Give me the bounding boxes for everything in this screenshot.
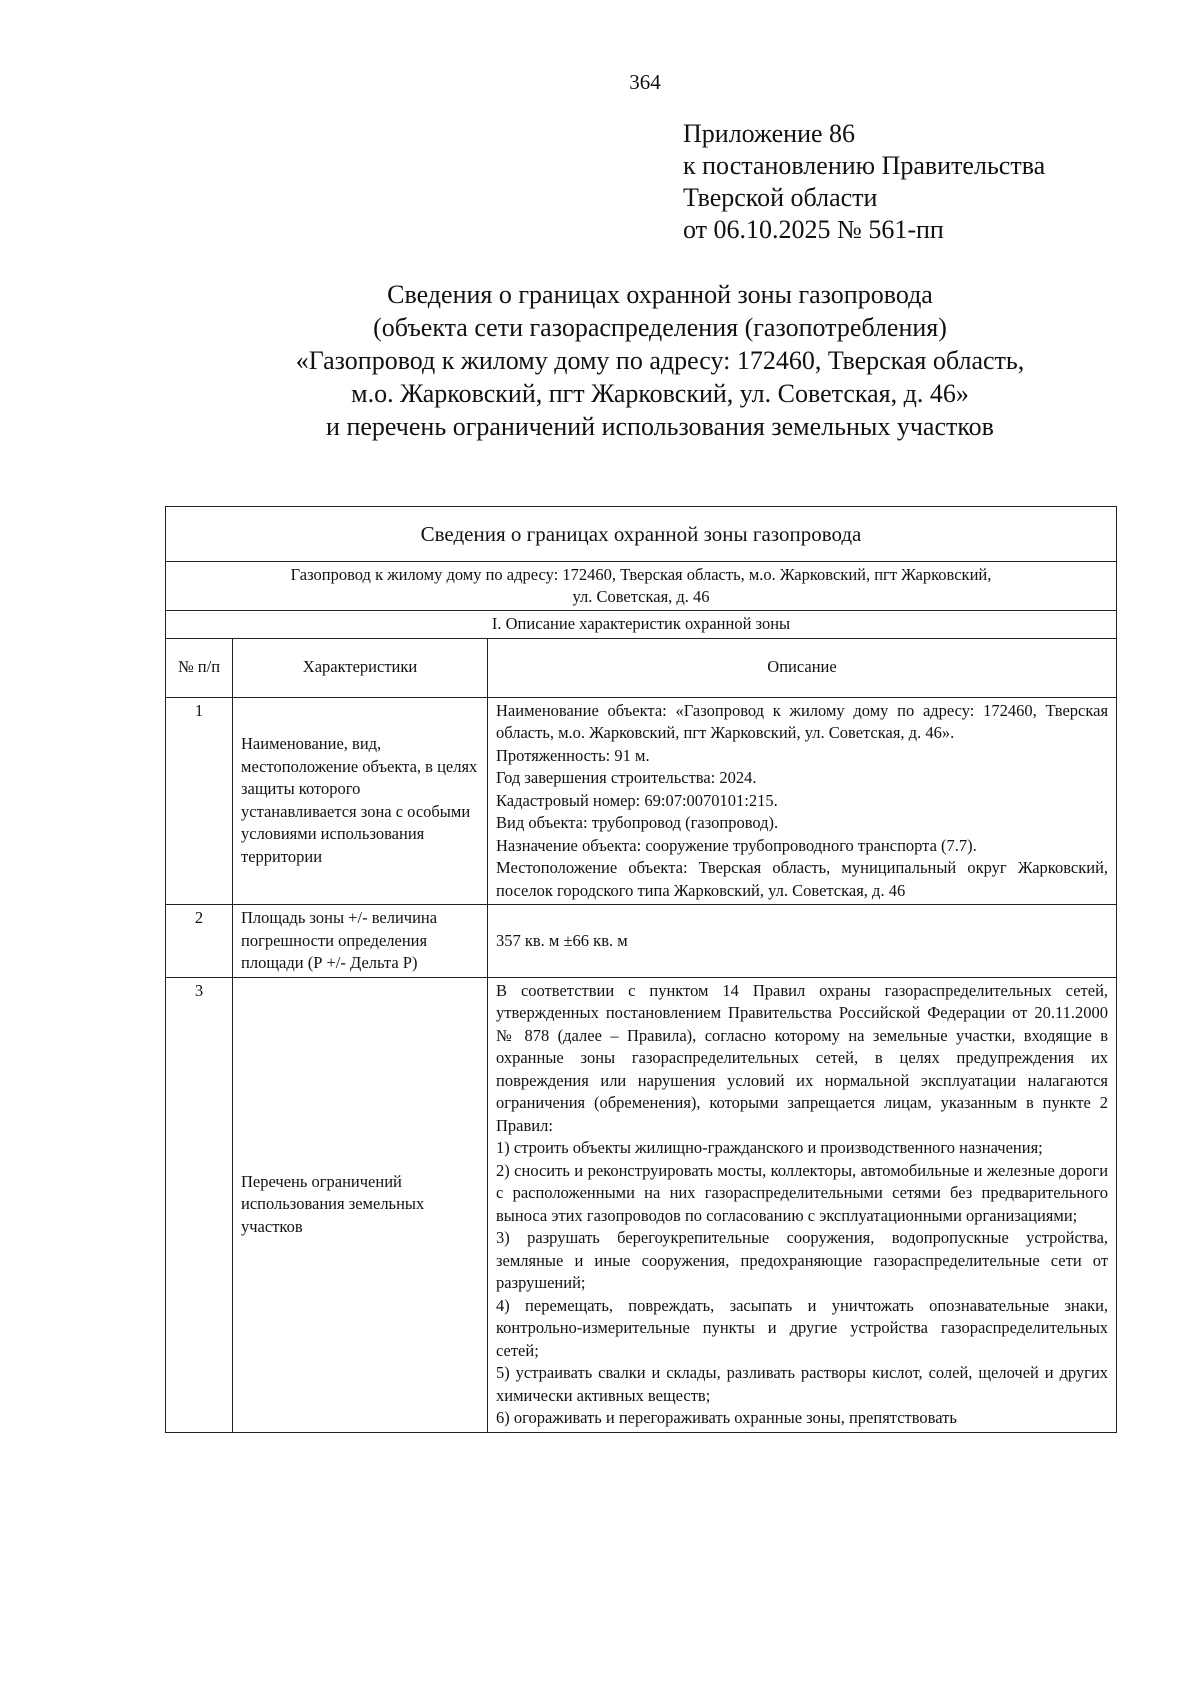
description-paragraph: Наименование объекта: «Газопровод к жилому дому по адресу: 172460, Тверская область, м.о. Жарковский, пгт Жарковский, ул. Советская, д. 46».	[496, 700, 1109, 742]
appendix-line: Приложение 86	[683, 119, 856, 148]
appendix-line: от 06.10.2025 № 561-пп	[683, 215, 944, 244]
table-row	[166, 905, 1117, 978]
table-section-title: I. Описание характеристик охранной зоны	[166, 611, 1117, 639]
description-paragraph: 4) перемещать, повреждать, засыпать и уничтожать опознавательные знаки, контрольно-измерительные пункты и другие устройства газораспределительных сетей;	[496, 1295, 1109, 1360]
description-paragraph: Кадастровый номер: 69:07:0070101:215.	[496, 790, 778, 810]
table-heading-row	[166, 507, 1117, 562]
appendix-line: к постановлению Правительства	[683, 151, 1046, 180]
appendix-line: Тверской области	[683, 183, 878, 212]
title-line: (объекта сети газораспределения (газопотребления)	[373, 313, 947, 342]
appendix-block	[683, 118, 1045, 246]
column-header-number: № п/п	[166, 638, 233, 697]
column-header-characteristics: Характеристики	[233, 638, 488, 697]
description-paragraph: Вид объекта: трубопровод (газопровод).	[496, 813, 779, 832]
row-description	[488, 977, 1117, 1432]
description-paragraph: Местоположение объекта: Тверская область, муниципальный округ Жарковский, поселок городского типа Жарковский, ул. Советская, д. 46	[496, 858, 1109, 900]
title-line: и перечень ограничений использования земельных участков	[326, 412, 994, 441]
row-characteristic: Наименование, вид, местоположение объекта, в целях защиты которого устанавливается зона с особыми условиями использования территории	[233, 697, 488, 905]
table-object-row	[166, 562, 1117, 611]
row-characteristic: Перечень ограничений использования земельных участков	[233, 977, 488, 1432]
column-header-description: Описание	[488, 638, 1117, 697]
description-paragraph: Протяженность: 91 м.	[496, 745, 650, 765]
row-description	[488, 697, 1117, 905]
object-line: Газопровод к жилому дому по адресу: 172460, Тверская область, м.о. Жарковский, пгт Жарковский,	[290, 565, 992, 584]
description-paragraph: 3) разрушать берегоукрепительные сооружения, водопропускные устройства, земляные и иные сооружения, предохраняющие газораспределительные сети от разрушений;	[496, 1228, 1109, 1292]
page-number: 364	[629, 70, 661, 94]
row-number: 2	[166, 905, 233, 978]
table-row	[166, 977, 1117, 1432]
table-section-row	[166, 611, 1117, 639]
zone-info-table	[165, 506, 1117, 1433]
description-paragraph: 5) устраивать свалки и склады, разливать растворы кислот, солей, щелочей и других химически активных веществ;	[496, 1363, 1109, 1405]
row-number: 1	[166, 697, 233, 905]
description-paragraph: Назначение объекта: сооружение трубопроводного транспорта (7.7).	[496, 835, 977, 855]
description-paragraph: 357 кв. м ±66 кв. м	[496, 930, 628, 950]
row-description	[488, 905, 1117, 978]
table-row	[166, 697, 1117, 905]
row-characteristic: Площадь зоны +/- величина погрешности определения площади (Р +/- Дельта Р)	[233, 905, 488, 978]
title-line: м.о. Жарковский, пгт Жарковский, ул. Советская, д. 46»	[351, 379, 969, 408]
object-line: ул. Советская, д. 46	[572, 587, 710, 606]
table-object-name	[166, 562, 1117, 611]
document-title	[160, 278, 1160, 443]
description-paragraph: 6) огораживать и перегораживать охранные зоны, препятствовать	[496, 1408, 957, 1427]
description-paragraph: В соответствии с пунктом 14 Правил охраны газораспределительных сетей, утвержденных постановлением Правительства Российской Федерации от 20.11.2000 № 878 (далее – Правила), согласно которому на земельные участки, входящие в охранные зоны газораспределительных сетей, в целях предупреждения их повреждения или нарушения условий их нормальной эксплуатации налагаются ограничения (обременения), которыми запрещается лицам, указанным в пункте 2 Правил:	[496, 980, 1109, 1135]
table-column-header	[166, 638, 1117, 697]
title-line: «Газопровод к жилому дому по адресу: 172460, Тверская область,	[295, 346, 1025, 375]
description-paragraph: 1) строить объекты жилищно-гражданского и производственного назначения;	[496, 1138, 1043, 1157]
description-paragraph: 2) сносить и реконструировать мосты, коллекторы, автомобильные и железные дороги с расположенными на них газораспределительными сетями без предварительного выноса этих газопроводов по согласованию с эксплуатационными организациями;	[496, 1160, 1109, 1225]
row-number: 3	[166, 977, 233, 1432]
table-heading: Сведения о границах охранной зоны газопровода	[166, 507, 1117, 562]
description-paragraph: Год завершения строительства: 2024.	[496, 768, 757, 787]
title-line: Сведения о границах охранной зоны газопровода	[387, 280, 933, 309]
